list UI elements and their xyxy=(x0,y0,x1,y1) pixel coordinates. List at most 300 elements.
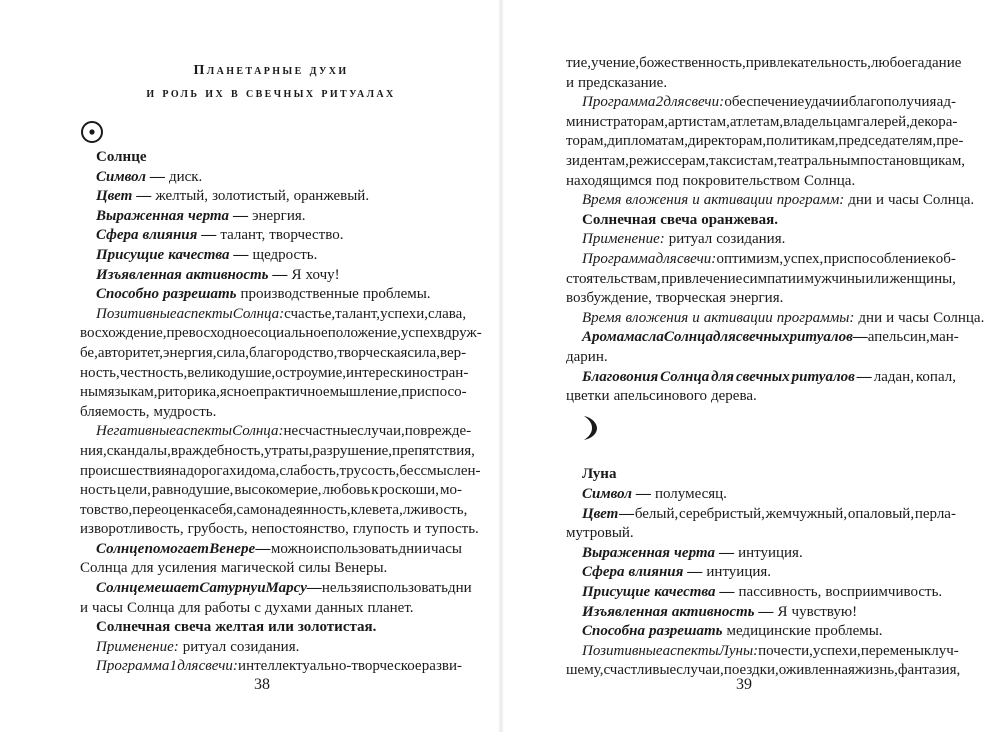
text-line xyxy=(566,172,956,192)
word: белый, xyxy=(634,505,679,522)
word: случаи, xyxy=(357,423,405,440)
word: галерей, xyxy=(856,113,910,130)
word: Солнца: xyxy=(232,423,284,440)
text-line xyxy=(566,603,956,623)
word: дни xyxy=(848,192,872,209)
word: талант, xyxy=(220,227,266,244)
word: интеллектуально-творческое xyxy=(238,658,422,675)
word: счастье, xyxy=(284,305,336,322)
word: Солнце xyxy=(96,540,145,557)
word: влияния xyxy=(628,564,684,581)
word: талант, xyxy=(335,305,381,322)
word: Цвет xyxy=(96,188,133,205)
word: превосходное xyxy=(166,325,254,342)
word: несчастные xyxy=(283,423,358,440)
text-line xyxy=(80,599,462,619)
word: часы xyxy=(898,309,930,326)
word: энергия, xyxy=(163,344,217,361)
word: артистам, xyxy=(668,113,730,130)
word: положение, xyxy=(327,325,401,342)
word: успехи, xyxy=(380,305,428,322)
text-line xyxy=(80,324,482,344)
chapter-heading-line-2: и роль их в свечных ритуалах xyxy=(146,86,396,101)
word: Присущие xyxy=(96,246,165,263)
text-line xyxy=(80,559,462,579)
page-number-right: 39 xyxy=(736,676,752,693)
text-line xyxy=(80,501,468,521)
word: клевета, xyxy=(350,501,403,518)
text-line xyxy=(80,657,462,677)
word: Венеры. xyxy=(334,560,388,577)
word: и xyxy=(692,192,700,209)
text-line xyxy=(80,266,462,286)
word: медицинские xyxy=(726,623,811,640)
word: под xyxy=(655,172,679,189)
word: декора- xyxy=(909,113,958,130)
text-line xyxy=(566,54,962,74)
word: лживость, xyxy=(402,501,468,518)
word: Позитивные xyxy=(96,305,177,322)
text-line xyxy=(80,285,462,305)
word: дипломатам, xyxy=(607,133,688,150)
word: сила, xyxy=(407,344,440,361)
word: полумесяц. xyxy=(654,486,727,503)
word: аспекты xyxy=(176,305,233,322)
word: программ: xyxy=(776,192,845,209)
text-line xyxy=(566,152,966,172)
word: себя, xyxy=(205,501,237,518)
word: бессмыслен- xyxy=(399,462,481,479)
word: магической xyxy=(220,560,295,577)
word: диск. xyxy=(168,168,203,185)
word: друж- xyxy=(444,325,482,342)
text-line xyxy=(80,168,462,188)
word: симпатии xyxy=(742,270,804,287)
word: работы xyxy=(204,599,251,616)
word: планет. xyxy=(367,599,414,616)
word: Программа xyxy=(582,250,656,267)
word: женщины, xyxy=(889,270,956,287)
word: любое xyxy=(870,55,912,71)
word: Выраженная xyxy=(96,207,185,224)
word: практичное xyxy=(255,384,330,401)
text-line xyxy=(80,481,462,501)
word: находящимся xyxy=(566,172,652,189)
word: на xyxy=(171,462,187,479)
word: ясное xyxy=(219,384,256,401)
word: опаловый, xyxy=(847,505,915,522)
word: Время xyxy=(582,309,622,326)
word: разрешать xyxy=(162,286,237,303)
word: Время xyxy=(582,192,622,209)
word: и xyxy=(840,94,849,111)
right-page-text xyxy=(566,54,985,681)
word: происшествия xyxy=(80,462,172,479)
word: программы: xyxy=(776,309,855,326)
text-line xyxy=(566,348,956,368)
word: хочу! xyxy=(305,266,340,283)
text-line xyxy=(80,344,467,364)
word: копал, xyxy=(915,368,956,385)
word: и xyxy=(886,309,895,326)
word: Солнца xyxy=(80,560,128,577)
word: Солнца. xyxy=(803,172,856,189)
word: свечных xyxy=(735,368,790,385)
word: свечи: xyxy=(198,658,238,675)
word: сила, xyxy=(216,344,250,361)
word: Цвет xyxy=(582,505,619,522)
word: глупость xyxy=(352,521,410,538)
word: или xyxy=(865,270,890,287)
word: духами xyxy=(264,599,312,616)
left-page-text xyxy=(80,148,482,677)
word: дни xyxy=(447,580,472,597)
word: дарин. xyxy=(566,348,608,365)
word: для xyxy=(712,329,736,346)
text-line xyxy=(566,622,956,642)
word: ность xyxy=(80,482,116,499)
word: Программа xyxy=(96,658,170,675)
word: Солнца xyxy=(663,329,713,346)
text-line xyxy=(566,211,956,231)
word: Солнечная xyxy=(96,619,171,636)
word: Негативные xyxy=(96,423,176,440)
word: дерева. xyxy=(711,388,757,405)
word: дорогах xyxy=(186,462,237,479)
word: учение, xyxy=(591,55,640,71)
word: — xyxy=(619,505,635,522)
word: для xyxy=(177,658,199,675)
word: — xyxy=(272,266,288,283)
text-line xyxy=(80,383,467,403)
word: оптимизм, xyxy=(716,250,784,267)
word: вер- xyxy=(439,344,467,361)
word: товство, xyxy=(80,501,133,518)
word: и xyxy=(236,462,245,479)
word: самонадеянность, xyxy=(236,501,351,518)
word: Применение: xyxy=(96,638,179,655)
word: и xyxy=(413,521,422,538)
text-line xyxy=(80,422,472,442)
text-line xyxy=(80,364,469,384)
text-line xyxy=(80,442,475,462)
word: поврежде- xyxy=(404,423,472,440)
word: ад- xyxy=(936,94,956,111)
word: грубость, xyxy=(187,521,248,538)
word: Выраженная xyxy=(582,544,671,561)
word: и xyxy=(80,599,89,616)
word: ритуалов xyxy=(791,368,855,385)
blank-line xyxy=(566,426,956,446)
word: активность xyxy=(671,603,755,620)
word: вложения xyxy=(625,309,689,326)
word: Программа xyxy=(582,94,656,111)
word: Позитивные xyxy=(582,642,663,659)
word: — xyxy=(635,486,651,503)
text-line xyxy=(566,230,956,250)
word: директорам, xyxy=(687,133,767,150)
word: вложения xyxy=(625,192,689,209)
word: использовать xyxy=(313,540,399,557)
word: мужчины xyxy=(804,270,865,287)
word: свечных xyxy=(735,329,790,346)
word: серебристый, xyxy=(679,505,765,522)
word: производственные xyxy=(240,286,359,303)
word: бе, xyxy=(80,344,98,361)
word: утраты, xyxy=(264,442,313,459)
word: театральным xyxy=(777,152,860,169)
word: слава, xyxy=(428,305,467,322)
word: Солнечная xyxy=(582,211,657,228)
word: иностран- xyxy=(403,364,469,381)
text-line xyxy=(80,246,462,266)
word: успех xyxy=(400,325,438,342)
word: помогает xyxy=(144,540,209,557)
word: качества xyxy=(168,246,230,263)
text-line xyxy=(80,638,462,658)
word: мышление, xyxy=(329,384,402,401)
text-line xyxy=(566,250,956,270)
word: счастливые xyxy=(603,662,677,679)
word: часы xyxy=(887,192,919,209)
word: препятствия, xyxy=(392,442,475,459)
word: удачи xyxy=(804,94,841,111)
text-line xyxy=(80,462,481,482)
word: для xyxy=(663,94,685,111)
word: — xyxy=(719,544,735,561)
word: благородство, xyxy=(249,344,338,361)
blank-line xyxy=(566,446,956,466)
word: в xyxy=(437,325,445,342)
word: честность, xyxy=(119,364,188,381)
word: ность, xyxy=(80,364,120,381)
word: апельсинового xyxy=(613,388,708,405)
text-line xyxy=(566,563,956,583)
word: привлекательность, xyxy=(745,55,871,71)
word: творчество. xyxy=(269,227,344,244)
word: и xyxy=(875,192,884,209)
word: председателям, xyxy=(838,133,937,150)
word: гадание xyxy=(911,55,962,71)
word: приспособление xyxy=(823,250,928,267)
word: роскоши, xyxy=(379,482,439,499)
word: успехи, xyxy=(812,642,861,659)
word: привлечение xyxy=(661,270,743,287)
word: часы xyxy=(92,599,123,616)
sun-symbol-icon xyxy=(80,120,104,144)
word: Солнца: xyxy=(232,305,285,322)
text-line xyxy=(80,187,462,207)
word: с xyxy=(254,599,261,616)
word: 2 xyxy=(655,94,664,111)
word: нельзя xyxy=(321,580,364,597)
word: интерес xyxy=(346,364,397,381)
text-line xyxy=(566,132,964,152)
word: — xyxy=(233,246,249,263)
word: активации xyxy=(703,309,773,326)
word: творческая xyxy=(337,344,408,361)
word: восхождение, xyxy=(80,325,167,342)
word: аспекты xyxy=(662,642,719,659)
word: приспосо- xyxy=(401,384,467,401)
word: скандалы, xyxy=(106,442,171,459)
text-line xyxy=(80,226,462,246)
word: — xyxy=(136,188,152,205)
word: божественность, xyxy=(639,55,746,71)
word: Я xyxy=(291,266,302,283)
word: к xyxy=(371,482,379,499)
word: энергия. xyxy=(252,207,306,224)
word: к xyxy=(923,642,932,659)
word: свеча xyxy=(660,211,698,228)
word: — xyxy=(719,584,735,601)
word: созидания. xyxy=(230,638,300,655)
word: Солнце xyxy=(96,580,145,597)
word: режиссерам, xyxy=(628,152,710,169)
text-line xyxy=(80,207,462,227)
word: энергия. xyxy=(729,290,784,307)
word: Луна xyxy=(582,466,617,483)
word: покровительством xyxy=(682,172,800,189)
word: Солнца xyxy=(126,599,175,616)
text-line xyxy=(566,465,956,485)
word: Марсу xyxy=(265,580,307,597)
text-line xyxy=(80,148,462,168)
text-line xyxy=(566,524,956,544)
text-line xyxy=(566,368,956,388)
word: оживленная xyxy=(778,662,855,679)
word: — xyxy=(233,207,249,224)
text-line xyxy=(80,403,462,423)
word: к xyxy=(928,250,936,267)
text-line xyxy=(566,74,956,94)
word: социальное xyxy=(253,325,328,342)
word: перла- xyxy=(914,505,956,522)
word: поездки, xyxy=(723,662,779,679)
word: торам, xyxy=(566,133,608,150)
word: мудрость. xyxy=(153,403,217,420)
word: усиления xyxy=(157,560,217,577)
word: предсказание. xyxy=(578,74,668,91)
word: разрушение, xyxy=(312,442,393,459)
word: владельцам xyxy=(783,113,857,130)
word: Аромамасла xyxy=(582,329,664,346)
word: мо- xyxy=(439,482,462,499)
word: об- xyxy=(935,250,956,267)
word: Сфера xyxy=(582,564,625,581)
word: свечи: xyxy=(676,250,717,267)
word: Символ xyxy=(96,168,146,185)
word: чувствую! xyxy=(791,603,858,620)
word: министраторам, xyxy=(566,113,668,130)
word: постановщикам, xyxy=(859,152,966,169)
word: жемчужный, xyxy=(765,505,848,522)
word: активации xyxy=(703,192,773,209)
text-line xyxy=(566,191,975,211)
word: Присущие xyxy=(582,584,651,601)
word: данных xyxy=(315,599,364,616)
word: благополучия xyxy=(848,94,937,111)
blank-line xyxy=(566,407,956,427)
word: слабость, xyxy=(279,462,340,479)
word: творческая xyxy=(655,290,726,307)
word: успех, xyxy=(783,250,824,267)
word: пре- xyxy=(936,133,964,150)
word: к xyxy=(396,364,404,381)
word: золотистый, xyxy=(212,188,290,205)
word: черта xyxy=(188,207,230,224)
word: качества xyxy=(654,584,716,601)
word: желтая xyxy=(215,619,265,636)
word: риторика, xyxy=(157,384,220,401)
word: языкам, xyxy=(107,384,158,401)
word: золотистая. xyxy=(297,619,377,636)
word: ным xyxy=(80,384,108,401)
text-line xyxy=(80,540,462,560)
word: цветки xyxy=(566,388,610,405)
word: луч- xyxy=(931,642,959,659)
book-gutter xyxy=(498,0,504,732)
word: — xyxy=(856,368,872,385)
word: случаи, xyxy=(676,662,724,679)
word: щедрость. xyxy=(252,246,318,263)
word: стоятельствам, xyxy=(566,270,661,287)
text-line xyxy=(566,642,959,662)
word: — xyxy=(149,168,165,185)
word: Способна xyxy=(582,623,645,640)
word: великодушие, xyxy=(187,364,276,381)
text-line xyxy=(80,618,462,638)
word: враждебность, xyxy=(170,442,265,459)
text-line xyxy=(566,328,959,348)
text-line xyxy=(566,485,956,505)
text-line xyxy=(566,387,956,407)
word: трусость, xyxy=(339,462,400,479)
word: апельсин, xyxy=(867,329,930,346)
word: шему, xyxy=(566,662,604,679)
word: почести, xyxy=(758,642,813,659)
word: пассивность, xyxy=(738,584,822,601)
word: Изъявленная xyxy=(582,603,668,620)
word: можно xyxy=(270,540,314,557)
word: черта xyxy=(674,544,716,561)
word: высокомерие, xyxy=(234,482,322,499)
word: любовь xyxy=(322,482,371,499)
text-line xyxy=(80,305,467,325)
word: для xyxy=(131,560,154,577)
word: ния, xyxy=(80,442,107,459)
word: зидентам, xyxy=(566,152,629,169)
chapter-heading-line-1: Планетарные духи xyxy=(193,63,349,78)
word: мешает xyxy=(144,580,200,597)
word: ладан, xyxy=(873,368,914,385)
word: и xyxy=(692,309,700,326)
text-line xyxy=(566,289,956,309)
text-line xyxy=(566,113,956,133)
word: — xyxy=(201,227,217,244)
word: интуиция. xyxy=(738,544,803,561)
word: атлетам, xyxy=(729,113,784,130)
word: равнодушие, xyxy=(151,482,234,499)
word: оранжевая. xyxy=(701,211,779,228)
word: Сфера xyxy=(96,227,139,244)
word: разви- xyxy=(421,658,462,675)
word: созидания. xyxy=(716,231,786,248)
word: непостоянство, xyxy=(251,521,349,538)
text-line xyxy=(566,93,956,113)
text-line xyxy=(566,583,956,603)
word: использовать xyxy=(363,580,448,597)
